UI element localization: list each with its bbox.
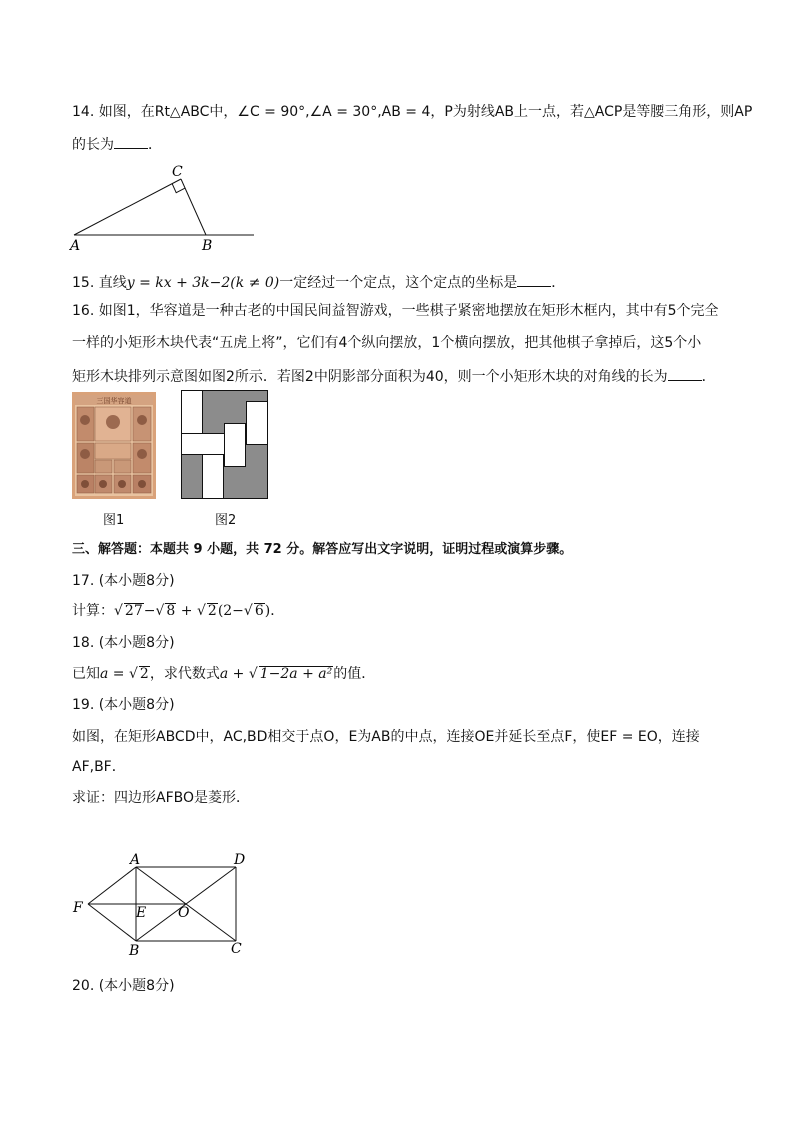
q18-radical-2: 2 [139,666,149,682]
segment-fa [88,867,136,904]
q14-text-line1: 14. 如图，在Rt△ABC中，∠C = 90°,∠A = 30°,AB = 4，P为射线AB上一点，若△ACP是等腰三角形，则AP [72,104,753,120]
label-o: O [178,905,190,921]
q18-title: 18. (本小题8分) [72,635,175,651]
q16-line3-text: 矩形木块排列示意图如图2所示．若图2中阴影部分面积为40，则一个小矩形木块的对角线的长为 [72,369,668,385]
q19-text-line1: 如图，在矩形ABCD中，AC,BD相交于点O，E为AB的中点，连接OE并延长至点F，使EF = EO，连接 [72,729,700,745]
q18-expression: 已知a = √ 2，求代数式a + √ 1−2a + a²的值． [72,666,376,682]
q17-radical-27: 27 [124,603,143,619]
q19-title: 19. (本小题8分) [72,697,175,713]
photo-title: 三国华容道 [96,397,132,405]
q19-text-line3: 求证：四边形AFBO是菱形． [72,790,251,806]
horizontal-block [182,434,225,455]
segment-fb [88,904,136,941]
section3-heading: 三、解答题：本题共 9 小题，共 72 分。解答应写出文字说明，证明过程或演算步骤。 [72,542,573,557]
q14-answer-blank [114,134,148,149]
q18-var-a: a = [100,666,129,682]
q15-end: ． [551,275,566,291]
q20-title: 20. (本小题8分) [72,978,175,994]
label-f: F [73,900,83,916]
q17-radical-6: 6 [254,603,264,619]
label-c: C [172,164,183,180]
q17-title: 17. (本小题8分) [72,573,175,589]
q17-paren-open: (2− [217,603,244,619]
label-a: A [130,852,141,868]
q17-radical-8: 8 [166,603,176,619]
figure2-caption: 图2 [215,513,237,528]
vertical-block-1 [182,391,203,434]
label-b: B [202,238,213,254]
q17-expression: 计算：√ 27−√ 8 + √ 2(2−√ 6)． [72,603,285,619]
q17-paren-close: )． [264,603,285,619]
q16-text-line1: 16. 如图1，华容道是一种古老的中国民间益智游戏，一些棋子紧密地摆放在矩形木框内，其中有5个完全 [72,303,719,319]
figure1-caption: 图1 [103,513,125,528]
side-cb [181,179,206,235]
label-a: A [70,238,81,254]
label-c: C [231,941,242,957]
q18-mid: ，求代数式 [149,666,220,682]
q16-end: ． [701,369,716,385]
vertical-block-2 [203,455,224,499]
q15-prefix: 15. 直线 [72,275,127,291]
q18-prefix: 已知 [72,666,100,682]
q19-rectangle-diagram [68,850,258,960]
q19-text-line2: AF,BF． [72,759,126,775]
q17-plus: + [176,603,197,619]
q15-answer-blank [517,272,551,287]
q16-figure2-schematic [181,390,271,501]
q17-minus: − [143,603,156,619]
q15-suffix: 一定经过一个定点，这个定点的坐标是 [279,275,518,291]
vertical-block-3 [225,424,246,467]
q15-equation: y = kx + 3k−2(k ≠ 0) [126,275,280,291]
q16-text-line3 [72,366,716,386]
q14-end: ． [148,137,162,153]
q18-suffix: 的值． [333,666,376,682]
side-ac [74,179,181,235]
q18-radicand: 1−2a + a² [259,666,333,682]
q14-prefix: 的长为 [72,137,114,153]
q18-expr-a: a + [219,666,249,682]
q16-answer-blank [668,366,702,381]
q17-radical-2: 2 [207,603,217,619]
label-e: E [136,905,147,921]
vertical-block-4 [247,402,268,445]
q15-text [72,272,565,292]
q16-figure1-photo [72,392,156,499]
q17-prefix: 计算： [72,603,114,619]
label-b: B [129,943,140,959]
q14-triangle-diagram [66,162,266,257]
q16-text-line2: 一样的小矩形木块代表“五虎上将”，它们有4个纵向摆放，1个横向摆放，把其他棋子拿掉后，这5个小 [72,335,702,351]
q14-text-line2 [72,134,162,154]
label-d: D [234,852,246,868]
